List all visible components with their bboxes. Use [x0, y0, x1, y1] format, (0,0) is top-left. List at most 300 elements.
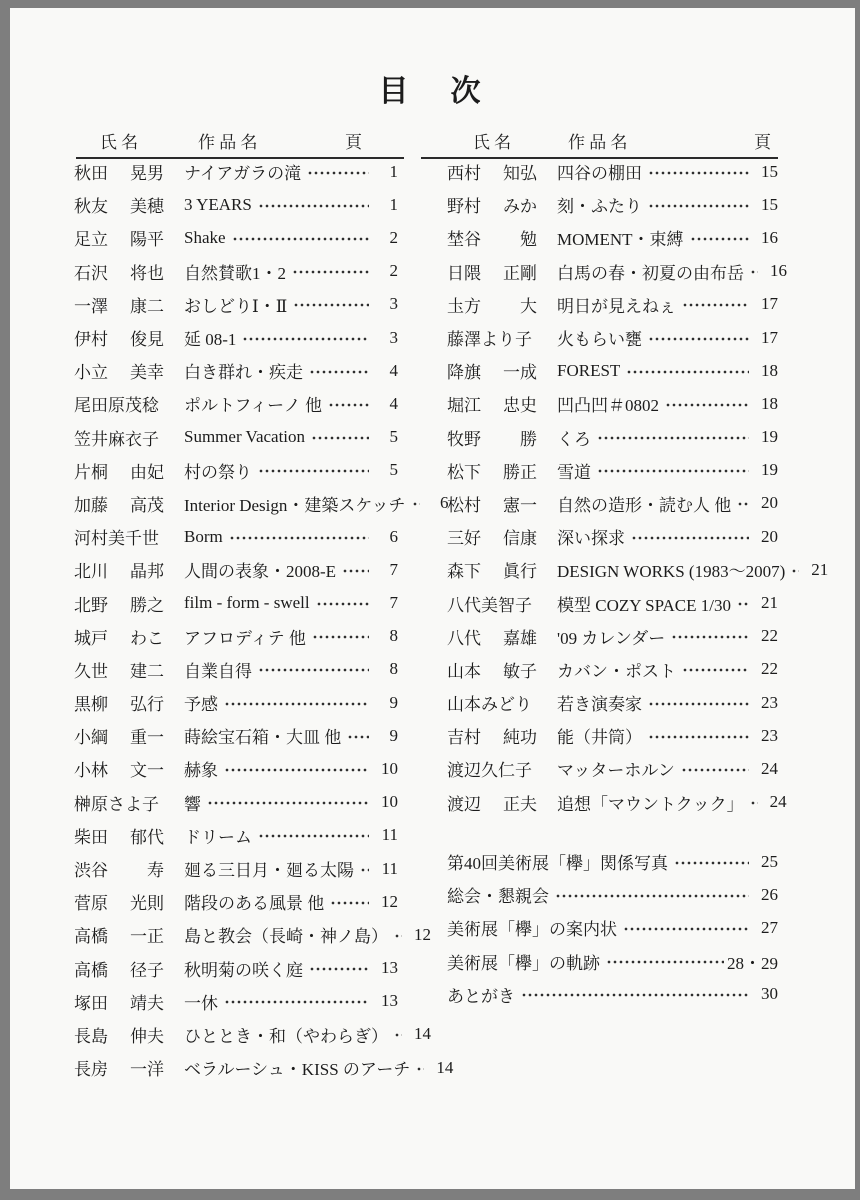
- dot-leader: [671, 629, 749, 646]
- name-part: 埜谷: [447, 230, 481, 250]
- artist-name: [74, 391, 164, 416]
- artist-name: [447, 358, 537, 383]
- name-part: 野村: [447, 197, 481, 217]
- name-part: 降旗: [447, 363, 481, 383]
- artist-name: [74, 756, 164, 781]
- name-part: 忠史: [503, 396, 537, 416]
- work-title: 火もらい甕: [557, 330, 642, 350]
- artist-name: [447, 259, 537, 284]
- work-title: 追想「マウントクック」: [557, 794, 744, 814]
- page-number: 18: [761, 393, 778, 413]
- work-title: 若き演奏家: [557, 695, 642, 715]
- dot-leader: [342, 562, 369, 579]
- name-part: 久世: [74, 661, 108, 681]
- dot-leader: [674, 854, 749, 871]
- work-title: 村の祭り: [184, 462, 252, 482]
- page-number: 20: [761, 493, 778, 513]
- name-part: 伊村: [74, 330, 108, 350]
- name-part: 大: [520, 296, 537, 316]
- artist-name: [447, 690, 537, 715]
- dot-leader: [258, 197, 369, 214]
- toc-row: [447, 845, 778, 878]
- dot-leader: [681, 761, 749, 778]
- toc-row: [74, 852, 398, 885]
- toc-row: [74, 553, 398, 586]
- name-part: 重一: [130, 728, 164, 748]
- page-number: 6: [440, 493, 449, 513]
- work-title: 蒔絵宝石箱・大皿 他: [184, 728, 342, 748]
- toc-row: [74, 321, 398, 354]
- dot-leader: [648, 330, 749, 347]
- work-title: 白き群れ・疾走: [184, 363, 303, 383]
- dot-leader: [750, 264, 758, 281]
- name-part: 加藤: [74, 495, 108, 515]
- toc-row: [74, 520, 398, 553]
- toc-row: [447, 221, 778, 254]
- name-part: 山本みどり: [447, 695, 532, 715]
- work-title: 廻る三日月・廻る太陽: [184, 861, 354, 881]
- dot-leader: [750, 795, 758, 812]
- toc-row: [447, 878, 778, 911]
- name-part: 靖夫: [130, 993, 164, 1013]
- name-part: 寿: [147, 861, 164, 881]
- artist-name: [74, 259, 164, 284]
- name-part: 城戸: [74, 628, 108, 648]
- toc-row: [74, 354, 398, 387]
- name-part: 松村: [447, 495, 481, 515]
- name-part: 正夫: [503, 794, 537, 814]
- toc-row: [447, 255, 787, 288]
- page-number: 1: [389, 161, 398, 181]
- artist-name: [447, 491, 537, 516]
- name-part: 渋谷: [74, 861, 108, 881]
- toc-row: [74, 620, 398, 653]
- dot-leader: [555, 887, 749, 904]
- work-title: Summer Vacation: [184, 427, 306, 447]
- name-part: 片桐: [74, 462, 108, 482]
- page-number: 9: [389, 725, 398, 745]
- name-part: 由妃: [130, 462, 164, 482]
- artist-name: [74, 591, 164, 616]
- page-title: 目 次: [378, 75, 487, 108]
- dot-leader: [690, 230, 749, 247]
- header-name-left: 氏 名: [99, 133, 139, 152]
- artist-name: [74, 1055, 164, 1080]
- dot-leader: [312, 629, 369, 646]
- dot-leader: [597, 430, 749, 447]
- dot-leader: [737, 496, 749, 513]
- work-title: 自業自得: [184, 661, 252, 681]
- dot-leader: [242, 330, 369, 347]
- page-number: 17: [761, 294, 778, 314]
- dot-leader: [258, 463, 369, 480]
- toc-row: [447, 653, 778, 686]
- page-number: 11: [381, 825, 398, 845]
- work-title: 階段のある風景 他: [184, 894, 325, 914]
- artist-name: [74, 458, 164, 483]
- name-part: 西村: [447, 164, 481, 184]
- toc-row: [447, 155, 778, 188]
- page-number: 27: [761, 917, 778, 937]
- toc-row: [74, 985, 398, 1018]
- header-page-left: 頁: [345, 133, 362, 152]
- artist-name: [74, 557, 164, 582]
- header-work-right: 作 品 名: [568, 133, 628, 152]
- dot-leader: [648, 164, 749, 181]
- name-part: みか: [503, 197, 537, 217]
- name-part: 嘉雄: [503, 628, 537, 648]
- work-title: Interior Design・建築スケッチ: [184, 495, 406, 515]
- name-part: 勝之: [130, 595, 164, 615]
- work-title: 第40回美術展「欅」関係写真: [447, 854, 668, 874]
- name-part: 憲一: [503, 495, 537, 515]
- artist-name: [74, 358, 164, 383]
- dot-leader: [631, 529, 749, 546]
- page-number: 14: [414, 1024, 431, 1044]
- page-number: 15: [761, 161, 778, 181]
- dot-leader: [626, 363, 749, 380]
- name-part: 山本: [447, 661, 481, 681]
- artist-name: [74, 524, 164, 549]
- dot-leader: [330, 894, 369, 911]
- toc-row: [74, 952, 398, 985]
- page-number: 24: [769, 792, 787, 812]
- page-number: 24: [761, 758, 778, 778]
- artist-name: [74, 325, 164, 350]
- work-title: 凹凸凹＃0802: [557, 396, 659, 416]
- work-title: 赫象: [184, 761, 218, 781]
- artist-name: [74, 922, 164, 947]
- work-title: 模型 COZY SPACE 1/30: [557, 595, 731, 615]
- toc-row: [74, 586, 398, 619]
- name-part: 長房: [74, 1060, 108, 1080]
- work-title: 深い探求: [557, 529, 625, 549]
- name-part: 吉村: [447, 728, 481, 748]
- dot-leader: [623, 920, 749, 937]
- work-title: アフロディテ 他: [184, 628, 306, 648]
- name-part: 陽平: [130, 230, 164, 250]
- artist-name: [447, 391, 537, 416]
- name-part: 黒柳: [74, 695, 108, 715]
- toc-row: [447, 978, 778, 1011]
- artist-name: [74, 989, 164, 1014]
- toc-row: [74, 221, 398, 254]
- name-part: 高茂: [130, 495, 164, 515]
- artist-name: [447, 225, 537, 250]
- dot-leader: [360, 861, 369, 878]
- page-number: 26: [761, 884, 778, 904]
- name-part: 牧野: [447, 429, 481, 449]
- toc-row: [74, 819, 398, 852]
- toc-row: [447, 520, 778, 553]
- dot-leader: [309, 363, 369, 380]
- artist-name: [447, 624, 537, 649]
- name-part: 堀江: [447, 396, 481, 416]
- toc-column-right: [447, 155, 829, 819]
- toc-row: [447, 911, 778, 944]
- name-part: 松下: [447, 462, 481, 482]
- toc-row: [74, 421, 398, 454]
- work-title: 刻・ふたり: [557, 197, 642, 217]
- work-title: くろ: [557, 429, 591, 449]
- dot-leader: [394, 1027, 402, 1044]
- dot-leader: [292, 264, 369, 281]
- work-title: ナイアガラの滝: [184, 164, 302, 184]
- dot-leader: [229, 529, 369, 546]
- work-title: 白馬の春・初夏の由布岳: [557, 263, 744, 283]
- work-title: おしどりⅠ・Ⅱ: [184, 296, 288, 316]
- name-part: 正剛: [503, 263, 537, 283]
- toc-row: [74, 288, 398, 321]
- toc-row: [447, 945, 778, 978]
- work-title: 島と教会（長崎・神ノ島）: [184, 927, 388, 947]
- page-number: 20: [761, 526, 778, 546]
- work-title: 四谷の棚田: [557, 164, 642, 184]
- page-number: 22: [761, 626, 778, 646]
- name-part: 森下: [447, 562, 481, 582]
- page-number: 12: [381, 891, 398, 911]
- page-number: 28・29: [727, 953, 778, 973]
- name-part: 一洋: [130, 1060, 164, 1080]
- page-number: 4: [389, 360, 398, 380]
- artist-name: [447, 325, 537, 350]
- name-part: 康二: [130, 296, 164, 316]
- name-part: 眞行: [503, 562, 537, 582]
- header-page-right: 頁: [754, 133, 771, 152]
- name-part: 勝: [520, 429, 537, 449]
- dot-leader: [737, 596, 749, 613]
- dot-leader: [224, 761, 369, 778]
- toc-row: [447, 719, 778, 752]
- name-part: 圡方: [447, 296, 481, 316]
- work-title: 自然の造形・読む人 他: [557, 495, 732, 515]
- name-part: 菅原: [74, 894, 108, 914]
- name-part: 径子: [130, 960, 164, 980]
- artist-name: [74, 624, 164, 649]
- name-part: 建二: [130, 661, 164, 681]
- name-part: 河村美千世: [74, 529, 159, 549]
- artist-name: [447, 790, 537, 815]
- artist-name: [74, 292, 164, 317]
- page-number: 17: [761, 327, 778, 347]
- artist-name: [447, 192, 537, 217]
- artist-name: [447, 524, 537, 549]
- work-title: Shake: [184, 227, 226, 247]
- page-number: 19: [761, 427, 778, 447]
- toc-section-misc: [447, 845, 778, 1011]
- artist-name: [74, 192, 164, 217]
- work-title: 美術展「欅」の軌跡: [447, 953, 600, 973]
- artist-name: [447, 657, 537, 682]
- toc-column-left: [74, 155, 454, 1084]
- page-number: 22: [761, 659, 778, 679]
- toc-row: [74, 387, 398, 420]
- name-part: 将也: [130, 263, 164, 283]
- toc-row: [74, 255, 398, 288]
- work-title: 3 YEARS: [184, 194, 252, 214]
- page-number: 11: [381, 858, 398, 878]
- page-number: 15: [761, 194, 778, 214]
- work-title: カバン・ポスト: [557, 661, 676, 681]
- artist-name: [74, 425, 164, 450]
- name-part: 三好: [447, 529, 481, 549]
- dot-leader: [307, 164, 369, 181]
- work-title: 予感: [184, 695, 218, 715]
- dot-leader: [665, 396, 749, 413]
- toc-row: [447, 288, 778, 321]
- dot-leader: [293, 297, 369, 314]
- name-part: 柴田: [74, 827, 108, 847]
- name-part: 小綱: [74, 728, 108, 748]
- name-part: 一成: [503, 363, 537, 383]
- name-part: 藤澤より子: [447, 330, 532, 350]
- toc-row: [74, 653, 398, 686]
- name-part: 晶邦: [130, 562, 164, 582]
- name-part: 足立: [74, 230, 108, 250]
- work-title: 秋明菊の咲く庭: [184, 960, 303, 980]
- name-part: 光則: [130, 894, 164, 914]
- toc-row: [447, 387, 778, 420]
- toc-row: [447, 686, 778, 719]
- dot-leader: [597, 463, 749, 480]
- name-part: 秋田: [74, 164, 108, 184]
- artist-name: [74, 823, 164, 848]
- work-title: 総会・懇親会: [447, 887, 549, 907]
- name-part: 知弘: [503, 164, 537, 184]
- work-title: 能（井筒）: [557, 728, 642, 748]
- page-number: 8: [389, 626, 398, 646]
- dot-leader: [224, 695, 369, 712]
- name-part: 俊見: [130, 330, 164, 350]
- toc-row: [74, 1051, 454, 1084]
- dot-leader: [394, 927, 402, 944]
- toc-row: [74, 786, 398, 819]
- name-part: 石沢: [74, 263, 108, 283]
- work-title: あとがき: [447, 986, 515, 1006]
- page-number: 23: [761, 692, 778, 712]
- dot-leader: [682, 662, 749, 679]
- artist-name: [74, 790, 164, 815]
- page-number: 12: [414, 924, 431, 944]
- name-part: 美穂: [130, 197, 164, 217]
- dot-leader: [682, 297, 749, 314]
- name-part: 榊原さよ子: [74, 794, 159, 814]
- artist-name: [74, 491, 164, 516]
- work-title: ひととき・和（やわらぎ）: [184, 1026, 388, 1046]
- name-part: 秋友: [74, 197, 108, 217]
- work-title: DESIGN WORKS (1983～2007): [557, 562, 786, 582]
- artist-name: [447, 557, 537, 582]
- work-title: 延 08-1: [184, 330, 237, 350]
- page-number: 3: [389, 294, 398, 314]
- name-part: 八代美智子: [447, 595, 532, 615]
- artist-name: [74, 225, 164, 250]
- page-number: 23: [761, 725, 778, 745]
- artist-name: [74, 856, 164, 881]
- work-title: FOREST: [557, 360, 621, 380]
- toc-row: [74, 719, 398, 752]
- work-title: マッターホルン: [557, 761, 675, 781]
- name-part: 塚田: [74, 993, 108, 1013]
- artist-name: [447, 756, 537, 781]
- toc-row: [74, 1018, 431, 1051]
- page-number: 16: [770, 261, 787, 281]
- page-number: 5: [389, 427, 398, 447]
- dot-leader: [224, 994, 369, 1011]
- name-part: 北川: [74, 562, 108, 582]
- page-number: 21: [811, 559, 829, 579]
- name-part: 伸夫: [130, 1026, 164, 1046]
- dot-leader: [311, 430, 369, 447]
- dot-leader: [328, 396, 369, 413]
- page-number: 9: [389, 692, 398, 712]
- work-title: MOMENT・束縛: [557, 230, 684, 250]
- artist-name: [74, 1022, 164, 1047]
- work-title: ポルトフィーノ 他: [184, 396, 323, 416]
- toc-row: [447, 752, 778, 785]
- dot-leader: [416, 1060, 424, 1077]
- work-title: 人間の表象・2008-E: [184, 562, 337, 582]
- page-number: 14: [436, 1057, 454, 1077]
- dot-leader: [309, 961, 369, 978]
- page-number: 7: [389, 593, 398, 613]
- name-part: 一正: [130, 927, 164, 947]
- paper-sheet: [10, 8, 855, 1189]
- dot-leader: [316, 596, 369, 613]
- dot-leader: [521, 987, 749, 1004]
- toc-row: [74, 885, 398, 918]
- page-number: 4: [389, 393, 398, 413]
- toc-row: [74, 487, 449, 520]
- page-number: 16: [761, 227, 778, 247]
- page-number: 10: [381, 792, 398, 812]
- page-number: 13: [381, 958, 398, 978]
- artist-name: [74, 723, 164, 748]
- work-title: ベラルーシュ・KISS のアーチ: [184, 1060, 411, 1080]
- name-part: 渡辺久仁子: [447, 761, 532, 781]
- toc-row: [74, 752, 398, 785]
- page-number: 25: [761, 851, 778, 871]
- page-number: 18: [761, 360, 778, 380]
- artist-name: [447, 292, 537, 317]
- page-number: 5: [389, 460, 398, 480]
- work-title: 明日が見えねぇ: [557, 296, 676, 316]
- page-number: 13: [381, 991, 398, 1011]
- work-title: Borm: [184, 526, 223, 546]
- header-name-right: 氏 名: [472, 133, 512, 152]
- name-part: 一澤: [74, 296, 108, 316]
- toc-row: [74, 918, 431, 951]
- dot-leader: [232, 230, 369, 247]
- page-number: 7: [389, 559, 398, 579]
- name-part: 高橋: [74, 960, 108, 980]
- toc-row: [447, 421, 778, 454]
- name-part: 郁代: [130, 827, 164, 847]
- toc-row: [447, 786, 787, 819]
- name-part: 純功: [503, 728, 537, 748]
- name-part: 八代: [447, 628, 481, 648]
- toc-row: [74, 188, 398, 221]
- dot-leader: [207, 795, 369, 812]
- toc-row: [447, 188, 778, 221]
- dot-leader: [648, 728, 749, 745]
- work-title: '09 カレンダー: [557, 628, 666, 648]
- name-part: 信康: [503, 529, 537, 549]
- artist-name: [74, 889, 164, 914]
- toc-row: [447, 586, 778, 619]
- page-number: 19: [761, 460, 778, 480]
- toc-row: [447, 321, 778, 354]
